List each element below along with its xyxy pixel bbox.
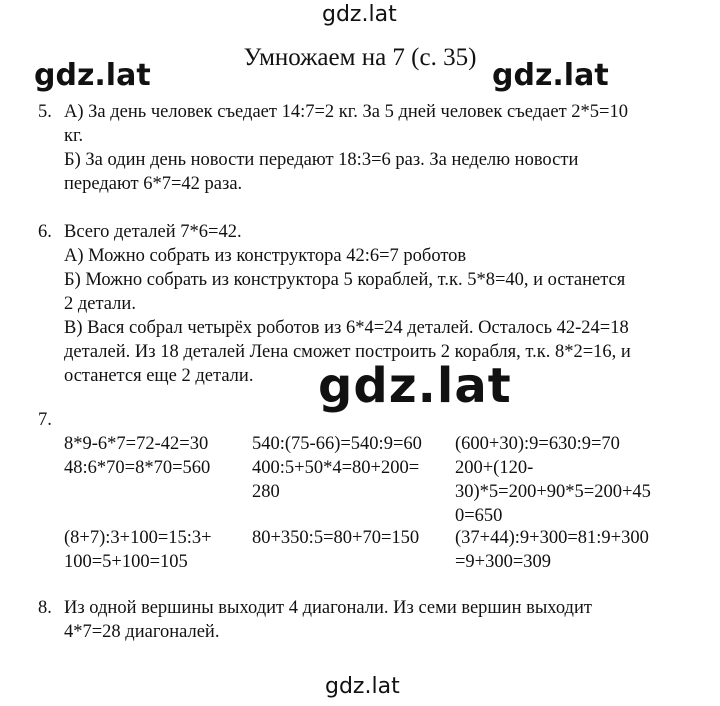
watermark-bottom: gdz.lat — [325, 674, 400, 699]
task-6-line: А) Можно собрать из конструктора 42:6=7 роботов — [64, 246, 467, 266]
page-title: Умножаем на 7 (с. 35) — [243, 44, 477, 71]
watermark-left: gdz.lat — [34, 58, 151, 93]
task-7-expression: (8+7):3+100=15:3+ — [64, 528, 212, 548]
task-8-line: Из одной вершины выходит 4 диагонали. Из семи вершин выходит — [64, 598, 592, 618]
task-7-expression: 30)*5=200+90*5=200+45 — [455, 482, 651, 502]
task-5-line: передают 6*7=42 раза. — [64, 174, 243, 194]
task-5-line: Б) За один день новости передают 18:3=6 раз. За неделю новости — [64, 150, 579, 170]
task-7-expression: =9+300=309 — [455, 552, 552, 572]
task-7-expression: 280 — [252, 482, 280, 502]
task-7-expression: 100=5+100=105 — [64, 552, 188, 572]
task-7-expression: 8*9-6*7=72-42=30 — [64, 434, 209, 454]
task-7-expression: 80+350:5=80+70=150 — [252, 528, 420, 548]
task-7-number: 7. — [38, 410, 52, 430]
task-6-line: останется еще 2 детали. — [64, 366, 254, 386]
task-6-line: деталей. Из 18 деталей Лена сможет построить 2 корабля, т.к. 8*2=16, и — [64, 342, 631, 362]
task-5-line: кг. — [64, 126, 84, 146]
task-6-line: В) Вася собрал четырёх роботов из 6*4=24 деталей. Осталось 42-24=18 — [64, 318, 629, 338]
task-8-number: 8. — [38, 598, 52, 618]
task-7-expression: 48:6*70=8*70=560 — [64, 458, 211, 478]
task-6-line: Всего деталей 7*6=42. — [64, 222, 242, 242]
task-5-number: 5. — [38, 102, 52, 122]
task-6-line: Б) Можно собрать из конструктора 5 кораблей, т.к. 5*8=40, и останется — [64, 270, 626, 290]
task-5-line: А) За день человек съедает 14:7=2 кг. За 5 дней человек съедает 2*5=10 — [64, 102, 628, 122]
task-7-expression: 0=650 — [455, 506, 503, 526]
watermark-top: gdz.lat — [322, 2, 397, 27]
task-7-expression: 200+(120- — [455, 458, 534, 478]
task-7-expression: 400:5+50*4=80+200= — [252, 458, 420, 478]
task-7-expression: (600+30):9=630:9=70 — [455, 434, 620, 454]
watermark-center: gdz.lat — [318, 358, 512, 414]
task-7-expression: (37+44):9+300=81:9+300 — [455, 528, 649, 548]
task-7-expression: 540:(75-66)=540:9=60 — [252, 434, 422, 454]
watermark-right: gdz.lat — [492, 58, 609, 93]
task-8-line: 4*7=28 диагоналей. — [64, 622, 220, 642]
task-6-line: 2 детали. — [64, 294, 136, 314]
task-6-number: 6. — [38, 222, 52, 242]
